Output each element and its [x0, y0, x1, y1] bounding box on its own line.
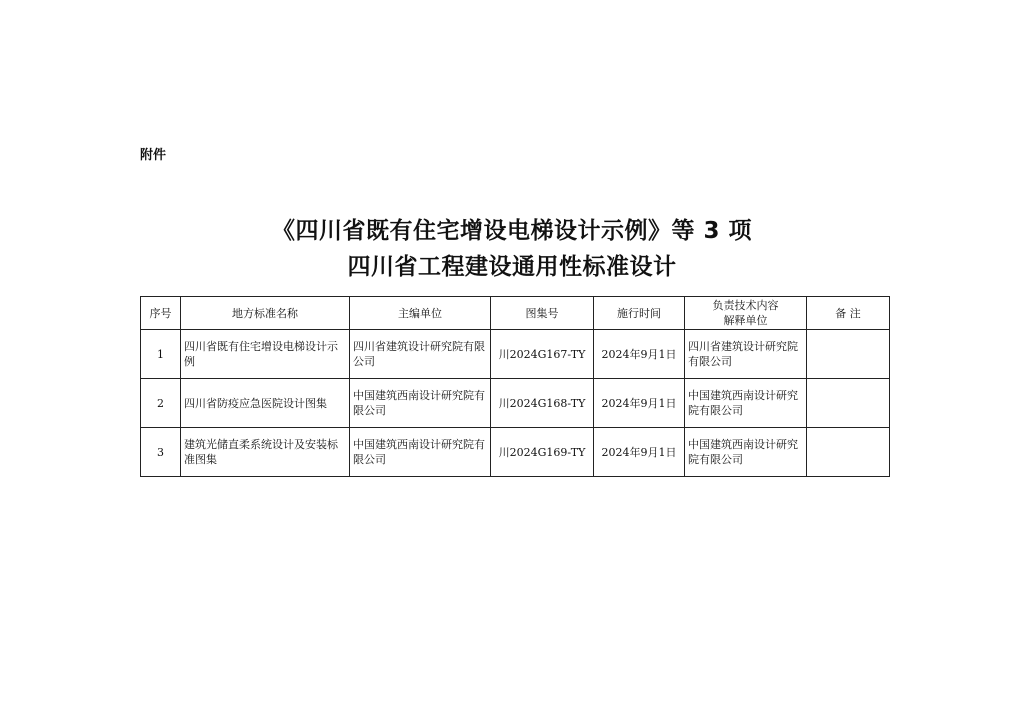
row-seq: 1 — [141, 330, 181, 379]
header-tech-unit-line-2: 解释单位 — [723, 314, 768, 327]
table-header-row — [141, 297, 890, 330]
header-atlas-number: 图集号 — [491, 297, 594, 330]
row-seq: 3 — [141, 428, 181, 477]
table-row — [141, 379, 890, 428]
header-editor-unit: 主编单位 — [350, 297, 491, 330]
row-effective-date: 2024年9月1日 — [594, 428, 685, 477]
header-tech-unit-line-1: 负责技术内容 — [712, 299, 779, 312]
row-editor-unit: 中国建筑西南设计研究院有限公司 — [350, 428, 491, 477]
document-title-line-1: 《四川省既有住宅增设电梯设计示例》等 3 项 — [271, 218, 753, 244]
row-atlas-number: 川2024G169-TY — [491, 428, 594, 477]
row-editor-unit: 四川省建筑设计研究院有限公司 — [350, 330, 491, 379]
row-effective-date: 2024年9月1日 — [594, 330, 685, 379]
document-title-line-2: 四川省工程建设通用性标准设计 — [347, 254, 677, 280]
row-tech-unit: 四川省建筑设计研究院有限公司 — [685, 330, 807, 379]
standards-table — [140, 296, 890, 477]
row-remarks — [807, 379, 890, 428]
row-atlas-number: 川2024G167-TY — [491, 330, 594, 379]
row-effective-date: 2024年9月1日 — [594, 379, 685, 428]
row-tech-unit: 中国建筑西南设计研究院有限公司 — [685, 428, 807, 477]
header-seq: 序号 — [141, 297, 181, 330]
table-row — [141, 428, 890, 477]
row-remarks — [807, 428, 890, 477]
header-standard-name: 地方标准名称 — [181, 297, 350, 330]
header-tech-unit — [685, 297, 807, 330]
row-standard-name: 四川省防疫应急医院设计图集 — [181, 379, 350, 428]
row-remarks — [807, 330, 890, 379]
row-standard-name: 四川省既有住宅增设电梯设计示例 — [181, 330, 350, 379]
row-tech-unit: 中国建筑西南设计研究院有限公司 — [685, 379, 807, 428]
attachment-label: 附件 — [140, 148, 167, 163]
table-row — [141, 330, 890, 379]
header-remarks: 备 注 — [807, 297, 890, 330]
header-effective-date: 施行时间 — [594, 297, 685, 330]
row-atlas-number: 川2024G168-TY — [491, 379, 594, 428]
row-standard-name: 建筑光储直柔系统设计及安装标准图集 — [181, 428, 350, 477]
row-seq: 2 — [141, 379, 181, 428]
row-editor-unit: 中国建筑西南设计研究院有限公司 — [350, 379, 491, 428]
